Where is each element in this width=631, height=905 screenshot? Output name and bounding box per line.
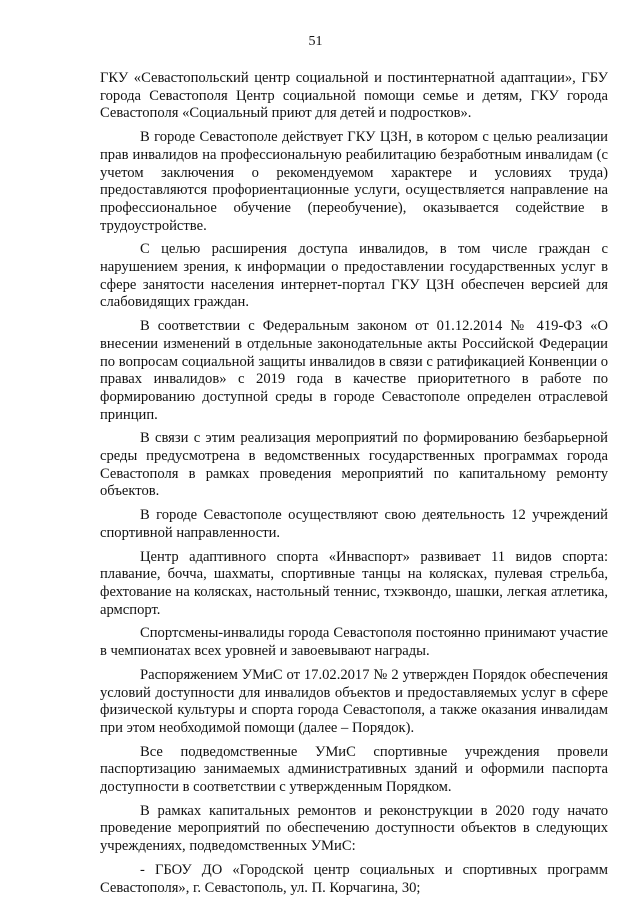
paragraph: Спортсмены-инвалиды города Севастополя постоянно принимают участие в чемпионатах всех уровней и завоевывают награды.: [100, 625, 608, 660]
paragraph: В рамках капитальных ремонтов и реконструкции в 2020 году начато проведение мероприятий по обеспечению доступности объектов в следующих учреждениях, подведомственных УМиС:: [100, 802, 608, 855]
list-item: - ГБОУ ДО «Городской центр социальных и спортивных программ Севастополя», г. Севастополь, ул. П. Корчагина, 30;: [100, 861, 608, 896]
paragraph: С целью расширения доступа инвалидов, в том числе граждан с нарушением зрения, к информации о предоставлении государственных услуг в сфере занятости населения интернет-портал ГКУ ЦЗН обеспечен версией для слабовидящих граждан.: [100, 241, 608, 311]
paragraph: В городе Севастополе действует ГКУ ЦЗН, в котором с целью реализации прав инвалидов на профессиональную реабилитацию безработным инвалидам (с учетом заключения о рекомендуемом характере и условиях труда) предоставляются профориентационные услуги, осуществляется направление на профессиональное обучение (переобучение), оказывается содействие в трудоустройстве.: [100, 129, 608, 234]
paragraph: Все подведомственные УМиС спортивные учреждения провели паспортизацию занимаемых административных зданий и оформили паспорта доступности в соответствии с утвержденным Порядком.: [100, 743, 608, 796]
document-body: [100, 70, 608, 903]
paragraph: Центр адаптивного спорта «Инваспорт» развивает 11 видов спорта: плавание, бочча, шахматы, спортивные танцы на колясках, пулевая стрельба, фехтование на колясках, настольный теннис, тхэквондо, шашки, легкая атлетика, армспорт.: [100, 548, 608, 618]
paragraph: ГКУ «Севастопольский центр социальной и постинтернатной адаптации», ГБУ города Севастополя Центр социальной помощи семье и детям, ГКУ города Севастополя «Социальный приют для детей и подростков».: [100, 70, 608, 122]
paragraph: В соответствии с Федеральным законом от 01.12.2014 № 419-ФЗ «О внесении изменений в отдельные законодательные акты Российской Федерации по вопросам социальной защиты инвалидов в связи с ратификацией Конвенции о правах инвалидов» с 2019 года в качестве приоритетного в работе по формированию доступной среды в городе Севастополе определен отраслевой принцип.: [100, 318, 608, 423]
paragraph: Распоряжением УМиС от 17.02.2017 № 2 утвержден Порядок обеспечения условий доступности для инвалидов объектов и предоставляемых услуг в сфере физической культуры и спорта города Севастополя, а также оказания инвалидам при этом необходимой помощи (далее – Порядок).: [100, 666, 608, 736]
page-number: 51: [308, 34, 323, 49]
paragraph: В связи с этим реализация мероприятий по формированию безбарьерной среды предусмотрена в ведомственных государственных программах города Севастополя в рамках проведения мероприятий по капитальному ремонту объектов.: [100, 430, 608, 500]
paragraph: В городе Севастополе осуществляют свою деятельность 12 учреждений спортивной направленности.: [100, 507, 608, 541]
